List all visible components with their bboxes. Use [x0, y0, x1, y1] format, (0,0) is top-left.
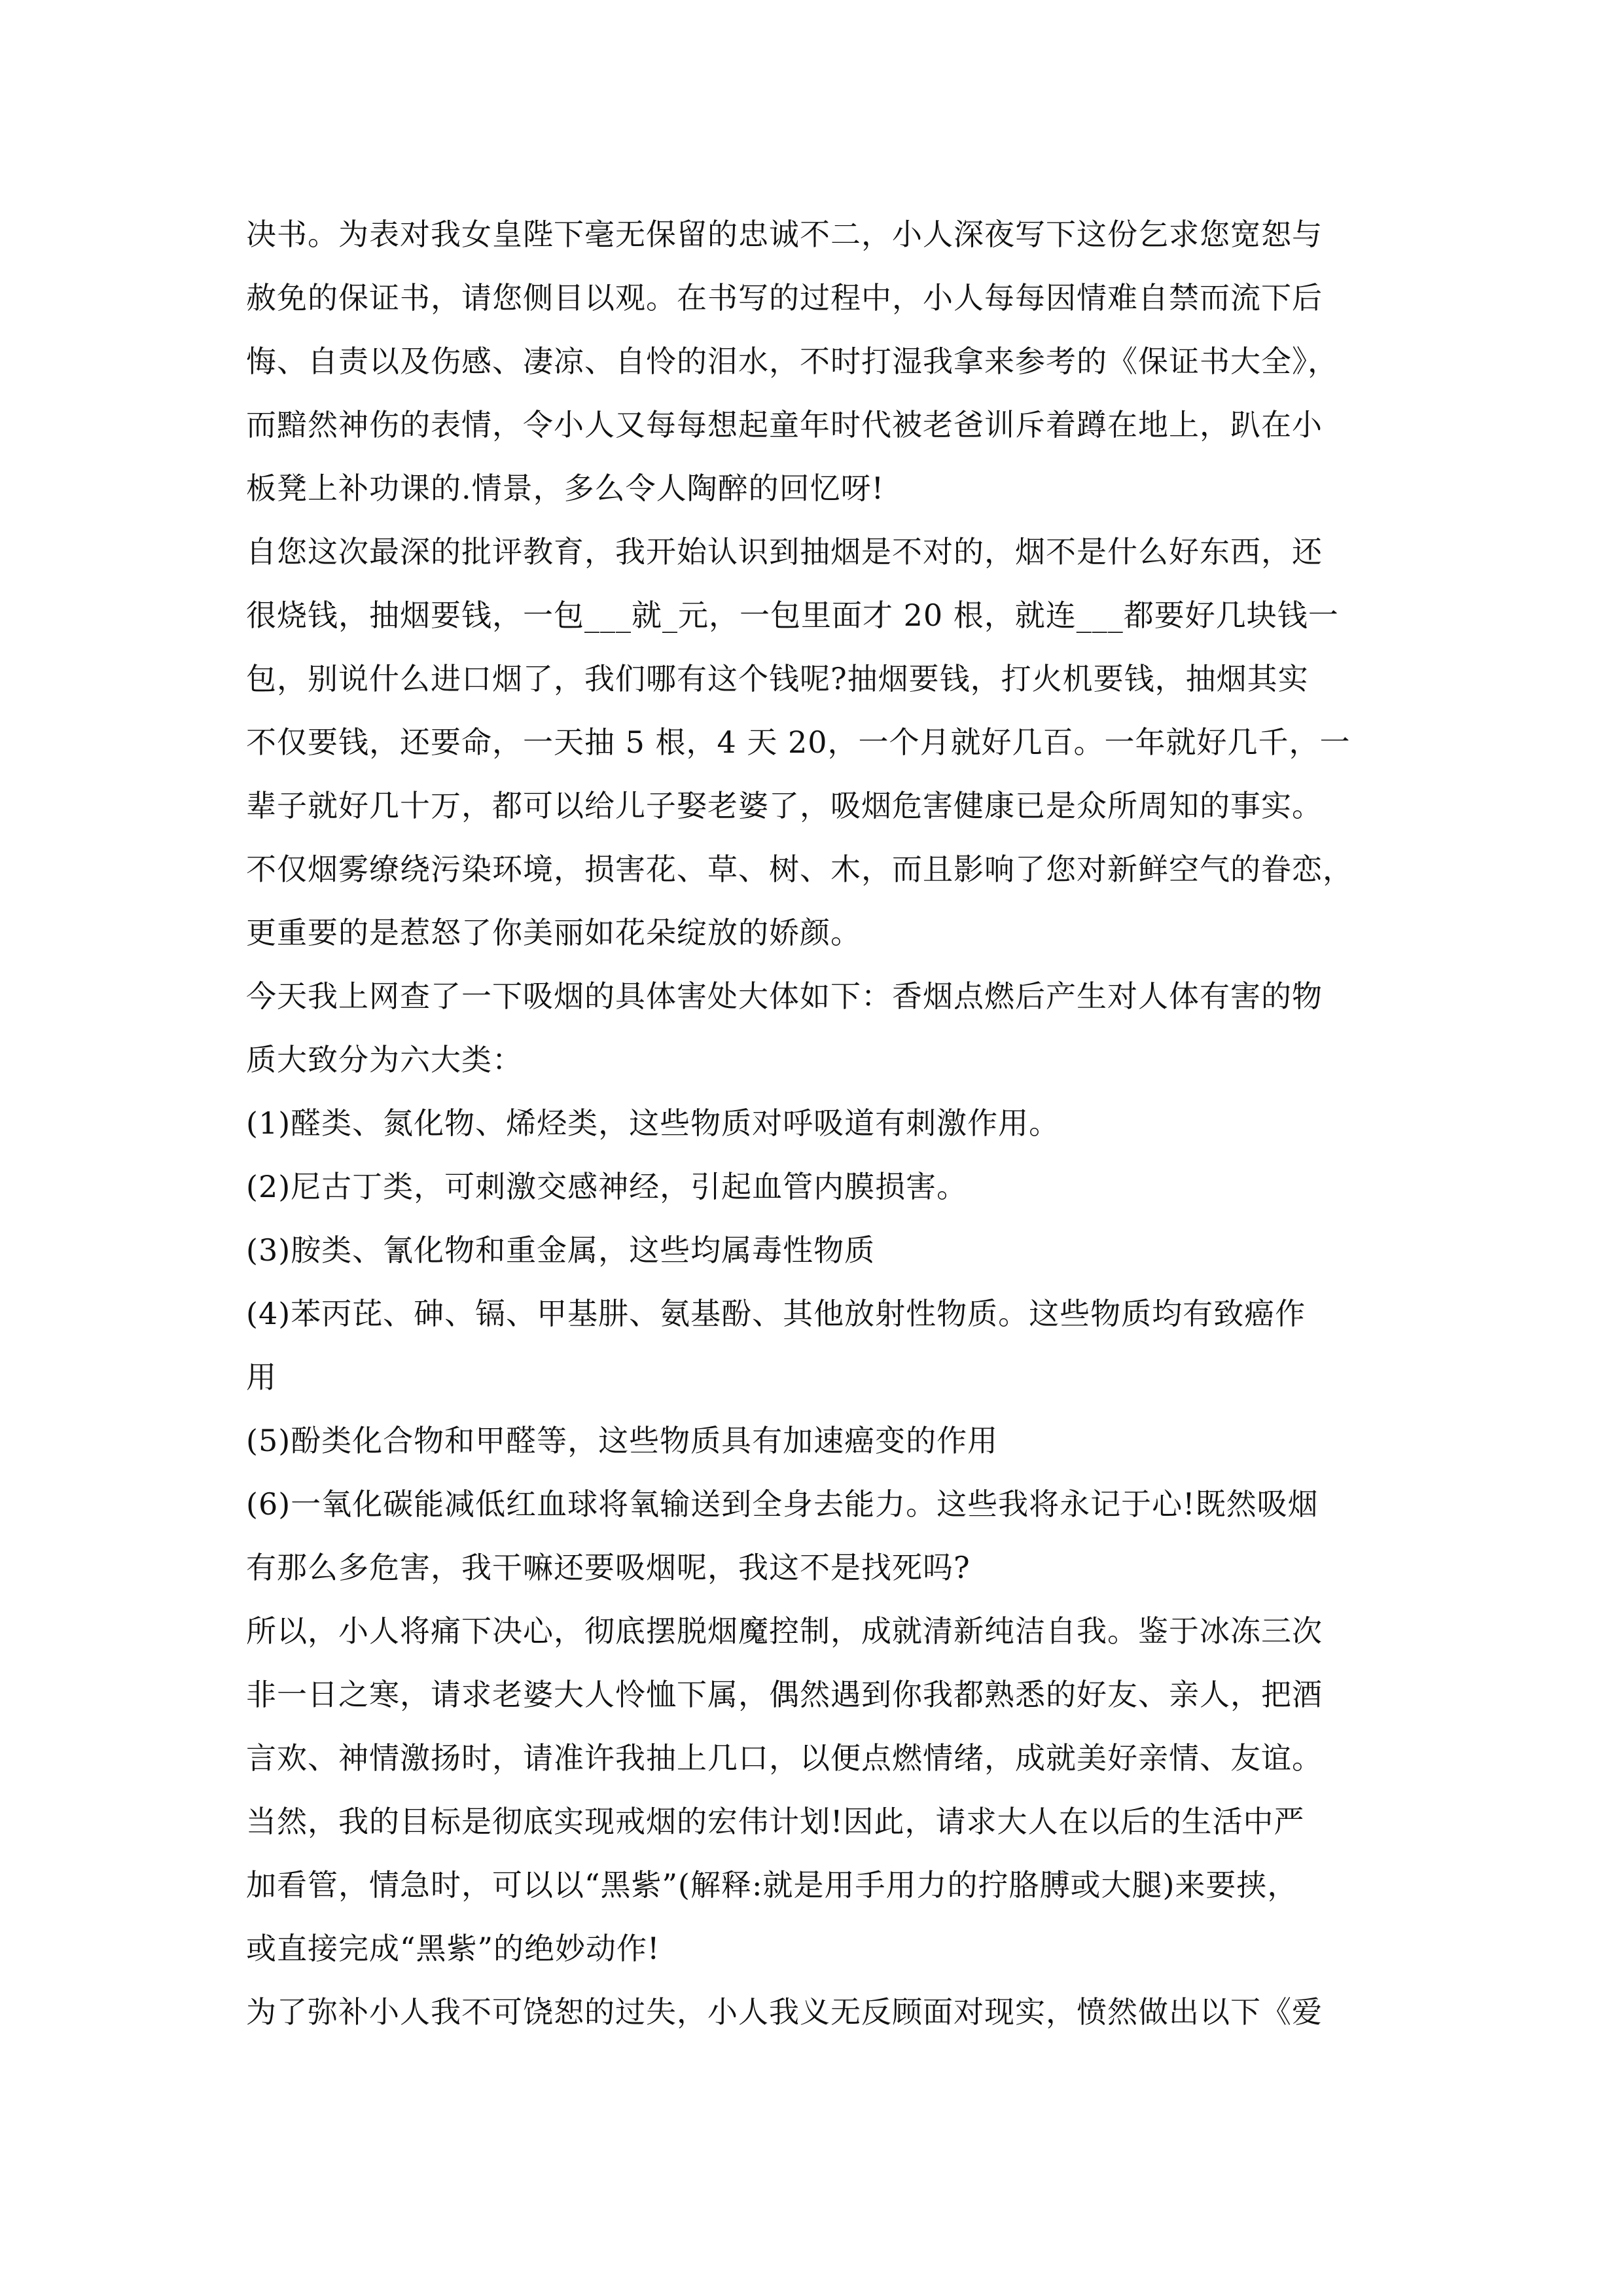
text-line: 而黯然神伤的表情，令小人又每每想起童年时代被老爸训斥着蹲在地上，趴在小	[246, 407, 1323, 442]
text-line: 赦免的保证书，请您侧目以观。在书写的过程中，小人每每因情难自禁而流下后	[246, 280, 1323, 315]
text-line: 悔、自责以及伤感、凄凉、自怜的泪水，不时打湿我拿来参考的《保证书大全》，	[246, 344, 1338, 379]
text-line: (2)尼古丁类，可刺激交感神经，引起血管内膜损害。	[246, 1169, 968, 1204]
text-line: (4)苯丙芘、砷、镉、甲基肼、氨基酚、其他放射性物质。这些物质均有致癌作	[246, 1296, 1306, 1331]
text-line: 不仅要钱，还要命，一天抽 5 根，4 天 20，一个月就好几百。一年就好几千，一	[246, 725, 1351, 760]
text-line: 所以，小人将痛下决心，彻底摆脱烟魔控制，成就清新纯洁自我。鉴于冰冻三次	[246, 1613, 1323, 1649]
text-line: (5)酚类化合物和甲醛等，这些物质具有加速癌变的作用	[246, 1423, 999, 1458]
document-body	[246, 203, 1398, 2044]
text-line: 辈子就好几十万，都可以给儿子娶老婆了，吸烟危害健康已是众所周知的事实。	[246, 788, 1323, 823]
text-line: 今天我上网查了一下吸烟的具体害处大体如下：香烟点燃后产生对人体有害的物	[246, 978, 1323, 1014]
text-line: (1)醛类、氮化物、烯烃类，这些物质对呼吸道有刺激作用。	[246, 1105, 1060, 1141]
text-line: 质大致分为六大类：	[246, 1042, 523, 1077]
text-line: 或直接完成“黑紫”的绝妙动作!	[246, 1931, 660, 1966]
text-line: 加看管，情急时，可以以“黑紫”(解释:就是用手用力的拧胳膊或大腿)来要挟，	[246, 1867, 1298, 1903]
text-line: 非一日之寒，请求老婆大人怜恤下属，偶然遇到你我都熟悉的好友、亲人，把酒	[246, 1677, 1323, 1712]
text-line: 自您这次最深的批评教育，我开始认识到抽烟是不对的，烟不是什么好东西，还	[246, 534, 1323, 569]
text-line: 包，别说什么进口烟了，我们哪有这个钱呢?抽烟要钱，打火机要钱，抽烟其实	[246, 661, 1309, 696]
text-line: 当然，我的目标是彻底实现戒烟的宏伟计划!因此，请求大人在以后的生活中严	[246, 1804, 1305, 1839]
text-line: 用	[246, 1359, 277, 1395]
text-line: (3)胺类、氰化物和重金属，这些均属毒性物质	[246, 1232, 876, 1268]
text-line: 不仅烟雾缭绕污染环境，损害花、草、树、木，而且影响了您对新鲜空气的眷恋，	[246, 852, 1353, 887]
text-line: (6)一氧化碳能减低红血球将氧输送到全身去能力。这些我将永记于心!既然吸烟	[246, 1486, 1319, 1522]
text-line: 有那么多危害，我干嘛还要吸烟呢，我这不是找死吗?	[246, 1550, 971, 1585]
text-line: 很烧钱，抽烟要钱，一包___就_元，一包里面才 20 根，就连___都要好几块钱一	[246, 598, 1339, 633]
text-line: 为了弥补小人我不可饶恕的过失，小人我义无反顾面对现实，愤然做出以下《爱	[246, 1994, 1323, 2030]
text-line: 决书。为表对我女皇陛下毫无保留的忠诚不二，小人深夜写下这份乞求您宽恕与	[246, 217, 1323, 252]
text-line: 板凳上补功课的.情景，多么令人陶醉的回忆呀!	[246, 471, 885, 506]
text-line: 言欢、神情激扬时，请准许我抽上几口，以便点燃情绪，成就美好亲情、友谊。	[246, 1740, 1323, 1776]
text-line: 更重要的是惹怒了你美丽如花朵绽放的娇颜。	[246, 915, 861, 950]
